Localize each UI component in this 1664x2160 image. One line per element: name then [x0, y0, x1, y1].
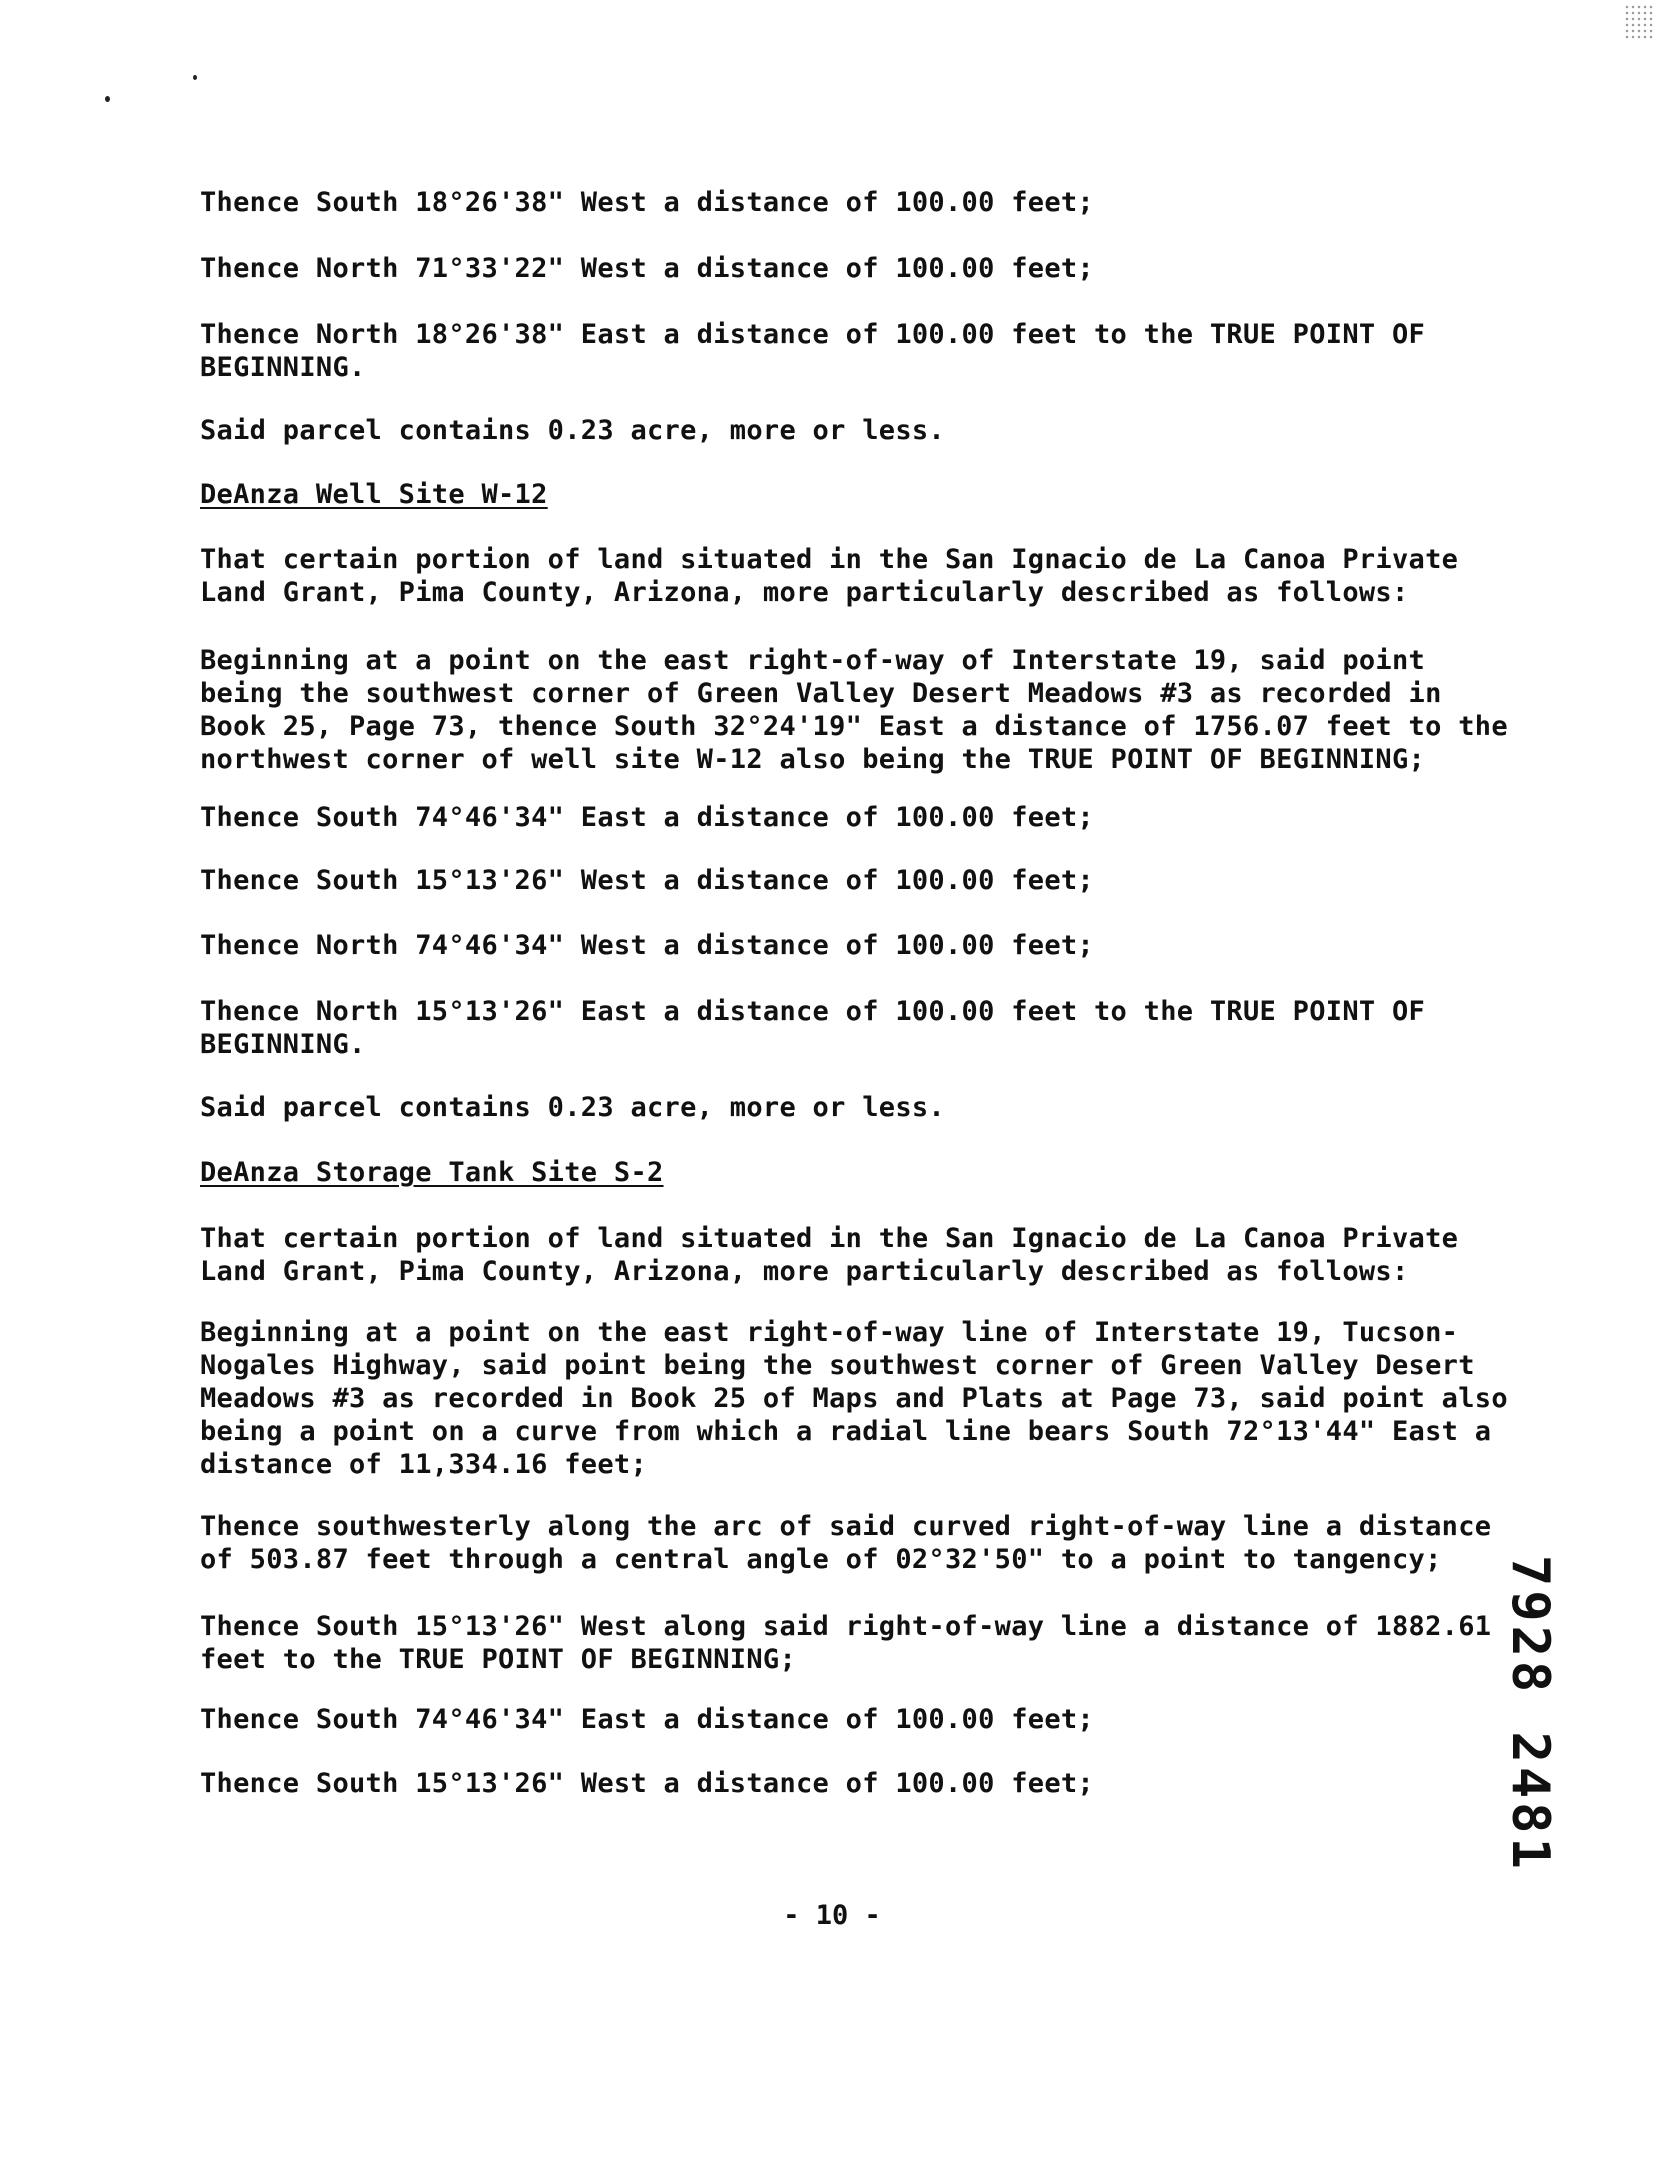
paragraph-land-description-2: That certain portion of land situated in the San Ignacio de La Canoa Private Land Grant, Pima County, Arizona, more particularly described as follows:	[200, 1223, 1459, 1287]
paragraph-course-3: Thence North 18°26'38" East a distance of 100.00 feet to the TRUE POINT OF BEGINNING.	[200, 319, 1426, 383]
paragraph-land-description-1: That certain portion of land situated in the San Ignacio de La Canoa Private Land Grant, Pima County, Arizona, more particularly described as follows:	[200, 544, 1459, 608]
paragraph-course-5: Thence South 15°13'26" West a distance of 100.00 feet;	[200, 865, 1094, 896]
section-heading-storage-tank: DeAnza Storage Tank Site S-2	[200, 1157, 664, 1188]
page-number: - 10 -	[783, 1900, 881, 1931]
paragraph-course-1: Thence South 18°26'38" West a distance of 100.00 feet;	[200, 187, 1094, 218]
paragraph-course-2: Thence North 71°33'22" West a distance of 100.00 feet;	[200, 253, 1094, 284]
scan-edge-noise	[1624, 4, 1654, 40]
paragraph-course-4: Thence South 74°46'34" East a distance of 100.00 feet;	[200, 802, 1094, 833]
recording-number: 7928 2481	[1500, 1555, 1560, 1873]
paragraph-course-9: Thence South 74°46'34" East a distance of 100.00 feet;	[200, 1704, 1094, 1735]
paragraph-beginning-1: Beginning at a point on the east right-of-way of Interstate 19, said point being the southwest corner of Green Valley Desert Meadows #3 as recorded in Book 25, Page 73, thence South 32°24'19" East a distance of 1756.07 feet to the northwest corner of well site W-12 also being the TRUE POINT OF BEGINNING;	[200, 645, 1508, 775]
scan-speck	[193, 75, 197, 80]
paragraph-course-10: Thence South 15°13'26" West a distance of 100.00 feet;	[200, 1768, 1094, 1799]
paragraph-parcel-area-2: Said parcel contains 0.23 acre, more or less.	[200, 1092, 945, 1123]
paragraph-beginning-2: Beginning at a point on the east right-of-way line of Interstate 19, Tucson- Nogales Highway, said point being the southwest corner of Green Valley Desert Meadows #3 as recorded in Book 25 of Maps and Plats at Page 73, said point also being a point on a curve from which a radial line bears South 72°13'44" East a distance of 11,334.16 feet;	[200, 1317, 1508, 1480]
scan-speck	[105, 96, 110, 102]
paragraph-course-6: Thence North 74°46'34" West a distance of 100.00 feet;	[200, 930, 1094, 961]
paragraph-course-7: Thence North 15°13'26" East a distance of 100.00 feet to the TRUE POINT OF BEGINNING.	[200, 996, 1426, 1060]
paragraph-arc: Thence southwesterly along the arc of said curved right-of-way line a distance of 503.87 feet through a central angle of 02°32'50" to a point to tangency;	[200, 1511, 1492, 1575]
paragraph-course-8: Thence South 15°13'26" West along said right-of-way line a distance of 1882.61 feet to the TRUE POINT OF BEGINNING;	[200, 1611, 1492, 1675]
section-heading-well-site: DeAnza Well Site W-12	[200, 479, 548, 510]
paragraph-parcel-area-1: Said parcel contains 0.23 acre, more or less.	[200, 415, 945, 446]
